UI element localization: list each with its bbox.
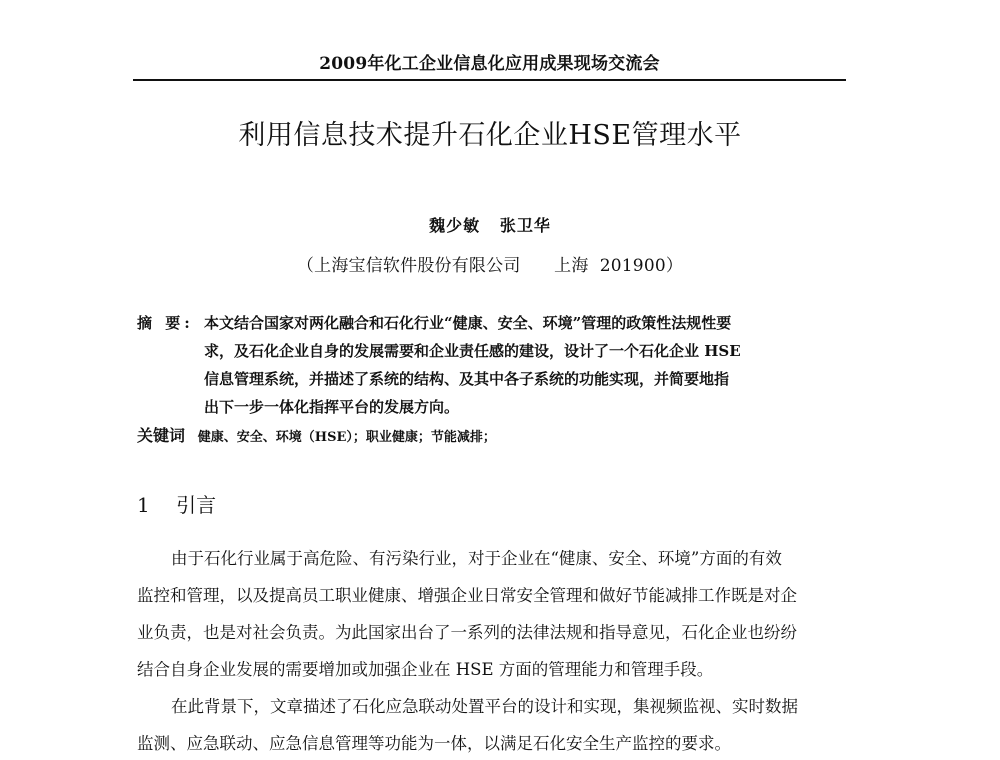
abstract-label: 摘 要:	[137, 314, 194, 332]
abstract-line: 信息管理系统，并描述了系统的结构、及其中各子系统的功能实现，并简要地指	[204, 370, 730, 388]
section-heading	[137, 492, 216, 518]
keywords-value: 健康、安全、环境（HSE）；职业健康；节能减排；	[197, 430, 496, 445]
keywords-label: 关键词	[137, 426, 186, 445]
affiliation: （上海宝信软件股份有限公司 上海 201900）	[296, 256, 684, 276]
body-line: 由于石化行业属于高危险、有污染行业，对于企业在“健康、安全、环境”方面的有效	[171, 549, 782, 568]
abstract-line: 本文结合国家对两化融合和石化行业“健康、安全、环境”管理的政策性法规性要	[204, 314, 732, 332]
abstract-line: 出下一步一体化指挥平台的发展方向。	[204, 398, 460, 416]
section-number: 1	[137, 493, 150, 517]
body-line: 监控和管理，以及提高员工职业健康、增强企业日常安全管理和做好节能减排工作既是对企	[137, 586, 797, 605]
running-header: 2009年化工企业信息化应用成果现场交流会	[319, 54, 660, 74]
body-line: 在此背景下，文章描述了石化应急联动处置平台的设计和实现，集视频监视、实时数据	[171, 697, 798, 716]
paper-title: 利用信息技术提升石化企业HSE管理水平	[238, 120, 742, 151]
keywords	[137, 425, 847, 449]
authors: 魏少敏 张卫华	[429, 216, 551, 235]
section-title: 引言	[176, 493, 217, 517]
body-line: 监测、应急联动、应急信息管理等功能为一体，以满足石化安全生产监控的要求。	[137, 734, 731, 753]
body-text	[137, 540, 849, 760]
header-rule	[133, 79, 846, 81]
body-line: 结合自身企业发展的需要增加或加强企业在 HSE 方面的管理能力和管理手段。	[137, 660, 714, 679]
body-line: 业负责，也是对社会负责。为此国家出台了一系列的法律法规和指导意见，石化企业也纷纷	[137, 623, 797, 642]
abstract-line: 求，及石化企业自身的发展需要和企业责任感的建设，设计了一个石化企业 HSE	[204, 342, 741, 360]
abstract-text	[204, 309, 846, 421]
